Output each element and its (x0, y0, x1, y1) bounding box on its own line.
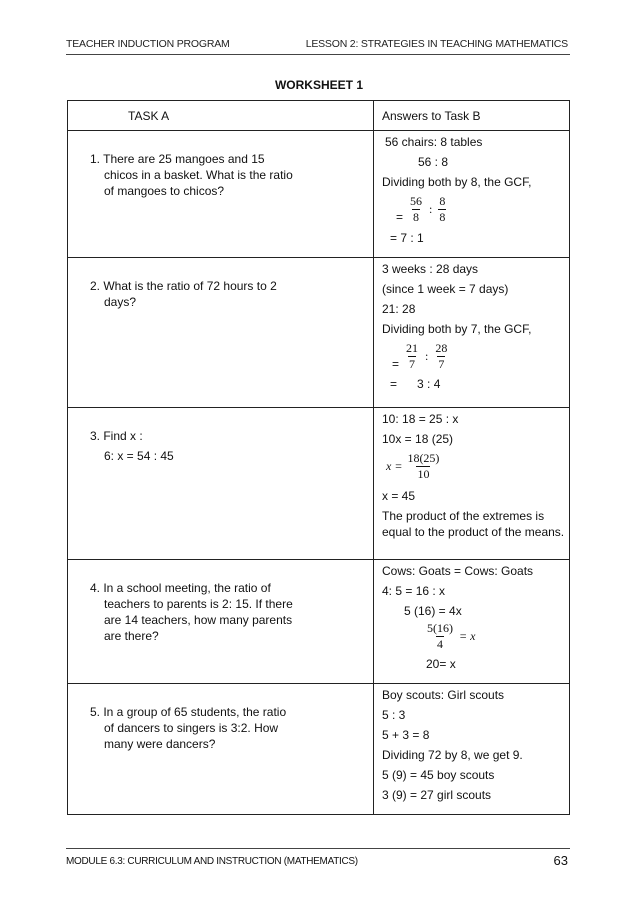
ratio-colon: : (429, 202, 433, 216)
denominator: 8 (413, 210, 420, 224)
answer-line: Dividing both by 8, the GCF, (382, 175, 532, 189)
numerator: 21 (406, 341, 419, 355)
denominator: 4 (437, 637, 443, 651)
answer-line: Dividing both by 7, the GCF, (382, 322, 532, 336)
equals-x: = x (459, 629, 476, 643)
worksheet-table (67, 100, 570, 815)
answer-line: Cows: Goats = Cows: Goats (382, 564, 534, 578)
numerator: 5(16) (427, 621, 453, 635)
answer-line: 4: 5 = 16 : x (382, 584, 446, 598)
question-line: 4. In a school meeting, the ratio of (90, 581, 271, 595)
answer-line: 3 (9) = 27 girl scouts (382, 788, 492, 802)
answer-line: = 3 : 4 (390, 377, 441, 391)
question-line: teachers to parents is 2: 15. If there (104, 597, 293, 611)
question-line: many were dancers? (104, 737, 216, 751)
table-row (68, 408, 570, 560)
answer-line: 3 weeks : 28 days (382, 262, 479, 276)
question-line: are there? (104, 629, 159, 643)
question-2 (90, 278, 373, 310)
answer-line: 5 + 3 = 8 (382, 728, 430, 742)
answer-4 (374, 560, 570, 684)
fraction-expression (382, 451, 569, 482)
footer-module: MODULE 6.3: CURRICULUM AND INSTRUCTION (MATHEMATICS) (66, 856, 358, 867)
equals-sign: = (396, 209, 404, 224)
question-4 (90, 580, 373, 644)
question-5 (90, 704, 373, 752)
question-line: of dancers to singers is 3:2. How (104, 721, 279, 735)
fraction (438, 194, 446, 225)
numerator: 18(25) (407, 451, 440, 465)
header-left: TEACHER INDUCTION PROGRAM (66, 38, 230, 50)
numerator: 56 (410, 194, 423, 208)
footer-rule (66, 848, 570, 849)
header-rule (66, 54, 570, 55)
fraction-expression (382, 341, 569, 372)
fraction-expression (382, 194, 569, 225)
numerator: 8 (439, 194, 446, 208)
question-3 (90, 428, 373, 464)
answer-line: 21: 28 (382, 302, 416, 316)
answer-line: Dividing 72 by 8, we get 9. (382, 748, 523, 762)
denominator: 7 (409, 357, 416, 371)
answer-line: = 7 : 1 (390, 231, 424, 245)
fraction-expression (382, 621, 569, 652)
question-line: 3. Find x : (90, 429, 143, 443)
answer-line: 5 (16) = 4x (404, 604, 462, 618)
page-number: 63 (553, 853, 568, 868)
column-header-task-b: Answers to Task B (382, 109, 481, 123)
answer-line: 5 (9) = 45 boy scouts (382, 768, 495, 782)
question-line: 5. In a group of 65 students, the ratio (90, 705, 287, 719)
question-1 (90, 151, 373, 199)
answer-5 (374, 684, 570, 815)
answer-line: 10: 18 = 25 : x (382, 412, 459, 426)
answer-line: 5 : 3 (382, 708, 406, 722)
header-right: LESSON 2: STRATEGIES IN TEACHING MATHEMATICS (305, 38, 568, 50)
question-line: 1. There are 25 mangoes and 15 (90, 152, 265, 166)
answer-line: 56 chairs: 8 tables (385, 135, 483, 149)
answer-line: (since 1 week = 7 days) (382, 282, 509, 296)
question-line: of mangoes to chicos? (104, 184, 225, 198)
answer-line: Boy scouts: Girl scouts (382, 688, 505, 702)
fraction (426, 621, 454, 652)
question-line: days? (104, 295, 137, 309)
equals-sign: = (392, 356, 400, 371)
x-variable: x = (386, 459, 403, 473)
numerator: 28 (435, 341, 448, 355)
denominator: 10 (417, 467, 430, 481)
table-row (68, 684, 570, 815)
answer-2 (374, 258, 570, 408)
question-line: are 14 teachers, how many parents (104, 613, 293, 627)
question-line: chicos in a basket. What is the ratio (104, 168, 293, 182)
answer-line: x = 45 (382, 489, 416, 503)
answer-3 (374, 408, 570, 560)
denominator: 7 (438, 357, 445, 371)
answer-1 (374, 131, 570, 258)
answer-line: The product of the extremes is equal to the product of the means. (382, 509, 565, 539)
table-row (68, 560, 570, 684)
worksheet-title: WORKSHEET 1 (274, 78, 363, 92)
fraction (409, 194, 423, 225)
answer-line: 56 : 8 (418, 155, 449, 169)
column-header-task-a: TASK A (128, 109, 170, 123)
denominator: 8 (439, 210, 446, 224)
question-line: 6: x = 54 : 45 (104, 449, 174, 463)
fraction (434, 341, 448, 372)
answer-line: 20= x (426, 657, 456, 671)
question-line: 2. What is the ratio of 72 hours to 2 (90, 279, 277, 293)
fraction (406, 451, 440, 482)
answer-line: 10x = 18 (25) (382, 432, 454, 446)
table-row (68, 131, 570, 258)
fraction (405, 341, 419, 372)
ratio-colon: : (425, 349, 429, 363)
table-row (68, 258, 570, 408)
table-header-row (68, 101, 570, 131)
